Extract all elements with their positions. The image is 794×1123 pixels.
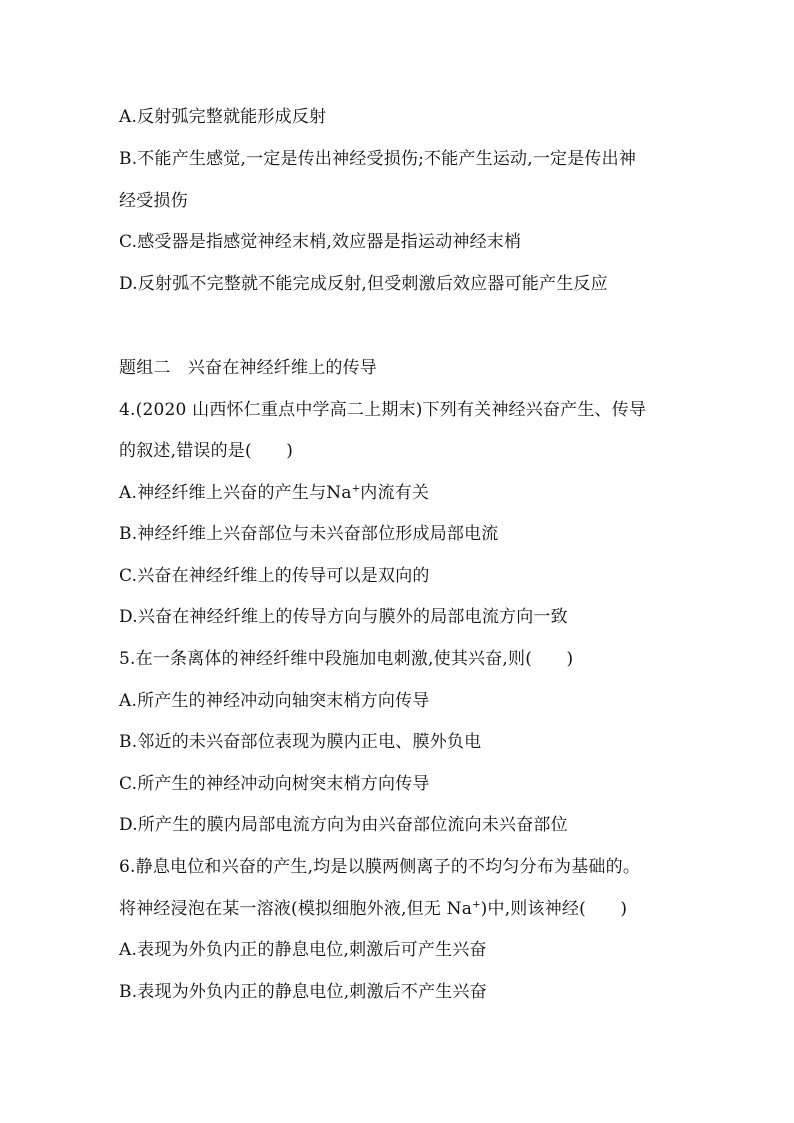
q5-option-c: C.所产生的神经冲动向树突末梢方向传导 <box>119 774 430 794</box>
q5-option-d: D.所产生的膜内局部电流方向为由兴奋部位流向未兴奋部位 <box>119 815 568 835</box>
q3-option-b-line2: 经受损伤 <box>119 191 188 211</box>
q4-option-d: D.兴奋在神经纤维上的传导方向与膜外的局部电流方向一致 <box>119 607 568 627</box>
q3-option-b-line1: B.不能产生感觉,一定是传出神经受损伤;不能产生运动,一定是传出神 <box>119 149 637 169</box>
q5-stem: 5.在一条离体的神经纤维中段施加电刺激,使其兴奋,则( ) <box>119 649 574 669</box>
q4-option-a-text: A.神经纤维上兴奋的产生与Na <box>119 483 352 503</box>
q3-option-c: C.感受器是指感觉神经末梢,效应器是指运动神经末梢 <box>119 232 522 252</box>
q4-stem-line1: 4.(2020 山西怀仁重点中学高二上期末)下列有关神经兴奋产生、传导 <box>119 400 647 420</box>
q5-option-a: A.所产生的神经冲动向轴突末梢方向传导 <box>119 691 430 711</box>
q6-option-a: A.表现为外负内正的静息电位,刺激后可产生兴奋 <box>119 940 487 960</box>
q4-option-a <box>119 482 429 504</box>
q3-option-a: A.反射弧完整就能形成反射 <box>119 107 327 127</box>
q6-stem-line2-text: 将神经浸泡在某一溶液(模拟细胞外液,但无 Na <box>119 899 473 919</box>
q3-option-d: D.反射弧不完整就不能完成反射,但受刺激后效应器可能产生反应 <box>119 274 608 294</box>
q4-option-b: B.神经纤维上兴奋部位与未兴奋部位形成局部电流 <box>119 524 499 544</box>
q6-stem-line2-text-end: )中,则该神经( ) <box>480 899 628 919</box>
superscript-plus: + <box>472 899 481 911</box>
q4-option-c: C.兴奋在神经纤维上的传导可以是双向的 <box>119 566 430 586</box>
section-heading: 题组二 兴奋在神经纤维上的传导 <box>119 358 377 378</box>
q6-stem-line2 <box>119 898 627 920</box>
superscript-plus: + <box>351 483 361 495</box>
q4-option-a-text-end: 内流有关 <box>360 483 430 503</box>
q5-option-b: B.邻近的未兴奋部位表现为膜内正电、膜外负电 <box>119 732 482 752</box>
q6-option-b: B.表现为外负内正的静息电位,刺激后不产生兴奋 <box>119 982 487 1002</box>
q4-stem-line2: 的叙述,错误的是( ) <box>119 441 294 461</box>
q6-stem-line1: 6.静息电位和兴奋的产生,均是以膜两侧离子的不均匀分布为基础的。 <box>119 857 641 877</box>
